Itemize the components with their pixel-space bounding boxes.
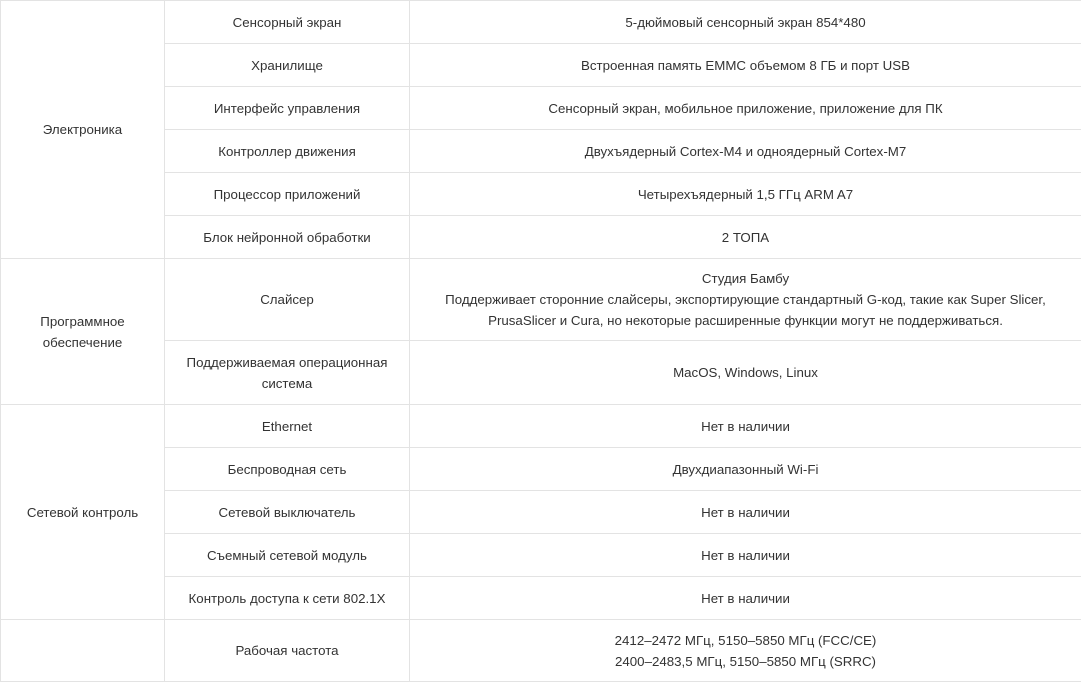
feature-cell: Ethernet: [165, 405, 410, 448]
value-line: PrusaSlicer и Cura, но некоторые расширенные функции могут не поддерживаться.: [420, 310, 1071, 331]
feature-cell: Поддерживаемая операционная система: [165, 341, 410, 405]
value-cell: [410, 259, 1081, 341]
feature-cell: Слайсер: [165, 259, 410, 341]
feature-cell: Сетевой выключатель: [165, 491, 410, 534]
value-cell: Нет в наличии: [410, 405, 1081, 448]
feature-cell: Контроллер движения: [165, 130, 410, 173]
feature-cell: Хранилище: [165, 44, 410, 87]
value-cell: MacOS, Windows, Linux: [410, 341, 1081, 405]
value-cell: Нет в наличии: [410, 491, 1081, 534]
value-cell: Нет в наличии: [410, 534, 1081, 577]
value-cell: [410, 620, 1081, 682]
feature-cell: Интерфейс управления: [165, 87, 410, 130]
value-line: Студия Бамбу: [420, 268, 1071, 289]
value-cell: Нет в наличии: [410, 577, 1081, 620]
value-cell: Двухъядерный Cortex-M4 и одноядерный Cortex-M7: [410, 130, 1081, 173]
feature-cell: Блок нейронной обработки: [165, 216, 410, 259]
value-line: 2412–2472 МГц, 5150–5850 МГц (FCC/CE): [420, 630, 1071, 651]
value-cell: 2 ТОПА: [410, 216, 1081, 259]
feature-cell: Контроль доступа к сети 802.1X: [165, 577, 410, 620]
value-line: Поддерживает сторонние слайсеры, экспортирующие стандартный G-код, такие как Super Slicer,: [420, 289, 1071, 310]
feature-cell: Рабочая частота: [165, 620, 410, 682]
table-row: [1, 405, 1081, 448]
table-row: [1, 1, 1081, 44]
feature-cell: Сенсорный экран: [165, 1, 410, 44]
group-cell-network: Сетевой контроль: [1, 405, 165, 620]
value-cell: Встроенная память EMMC объемом 8 ГБ и порт USB: [410, 44, 1081, 87]
value-cell: Сенсорный экран, мобильное приложение, приложение для ПК: [410, 87, 1081, 130]
value-cell: Двухдиапазонный Wi-Fi: [410, 448, 1081, 491]
group-cell-software: Программное обеспечение: [1, 259, 165, 405]
feature-cell: Процессор приложений: [165, 173, 410, 216]
table-row: [1, 620, 1081, 682]
feature-cell: Съемный сетевой модуль: [165, 534, 410, 577]
feature-cell: Беспроводная сеть: [165, 448, 410, 491]
value-cell: 5-дюймовый сенсорный экран 854*480: [410, 1, 1081, 44]
group-cell-electronics: Электроника: [1, 1, 165, 259]
value-cell: Четырехъядерный 1,5 ГГц ARM A7: [410, 173, 1081, 216]
table-row: [1, 259, 1081, 341]
value-line: 2400–2483,5 МГц, 5150–5850 МГц (SRRC): [420, 651, 1071, 672]
group-cell-empty: [1, 620, 165, 682]
